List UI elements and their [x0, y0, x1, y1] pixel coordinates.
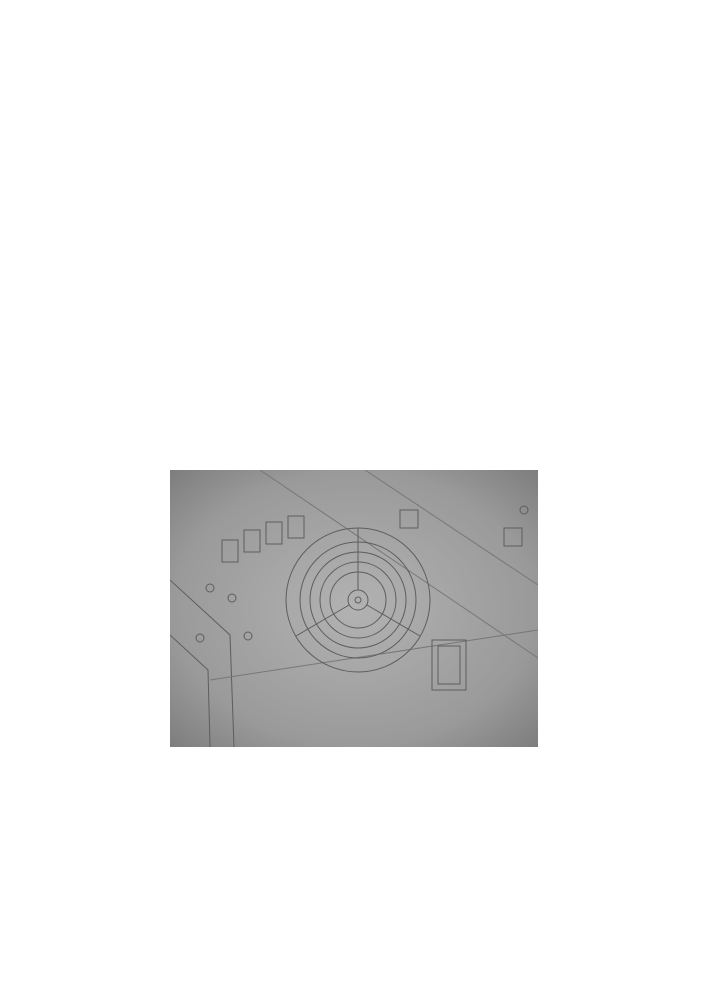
plan-photo [170, 470, 538, 747]
labyrinth-plan-drawing [170, 470, 538, 747]
